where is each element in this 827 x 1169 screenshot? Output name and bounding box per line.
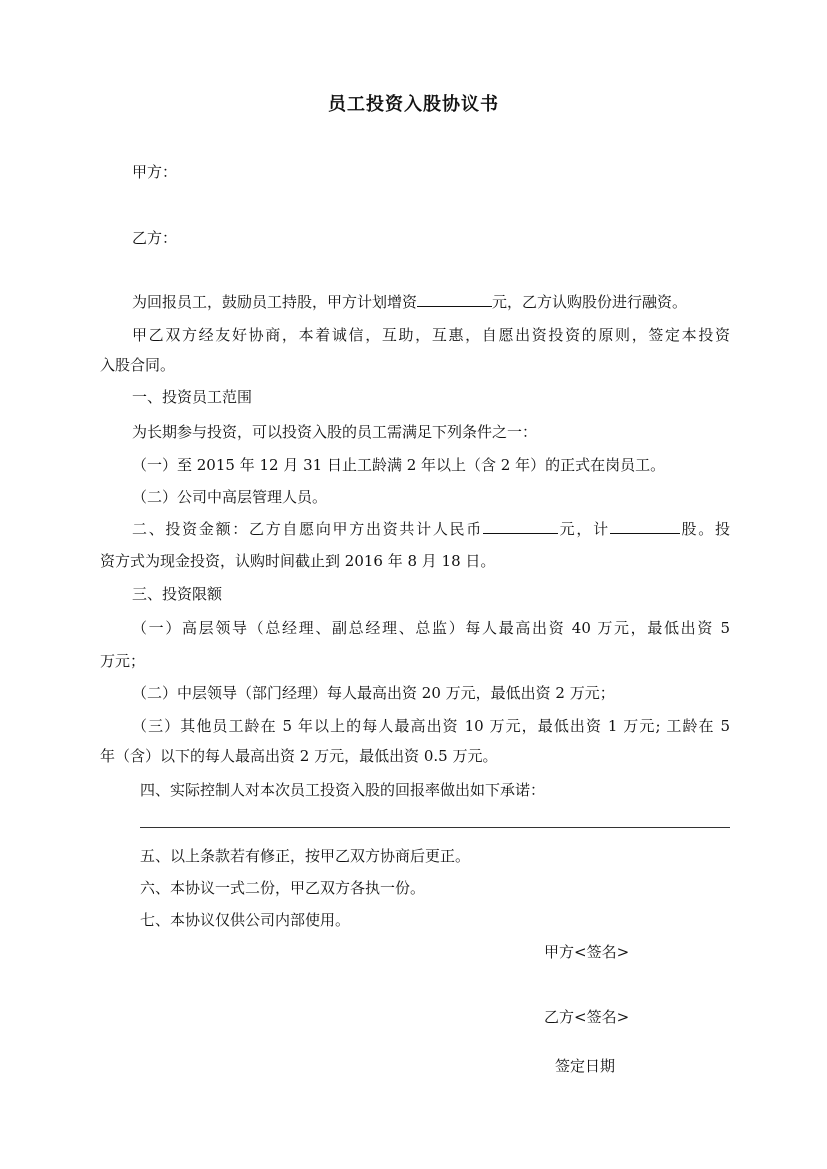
- section-1-heading: 一、投资员工范围: [132, 388, 253, 406]
- section-3-heading: 三、投资限额: [132, 585, 223, 603]
- intro-1-pre: 为回报员工，鼓励员工持股，甲方计划增资: [132, 293, 418, 311]
- signing-date: 签定日期: [555, 1057, 616, 1075]
- section-3-item-1-line-1: （一）高层领导（总经理、副总经理、总监）每人最高出资 40 万元，最低出资 5: [132, 619, 730, 637]
- section-1-item-2: （二）公司中高层管理人员。: [132, 488, 328, 506]
- section-7: 七、本协议仅供公司内部使用。: [140, 911, 351, 929]
- section-1-item-1: （一）至 2015 年 12 月 31 日止工龄满 2 年以上（含 2 年）的正式在岗员工。: [132, 456, 666, 474]
- section-6: 六、本协议一式二份，甲乙双方各执一份。: [140, 879, 426, 897]
- section-4: 四、实际控制人对本次员工投资入股的回报率做出如下承诺：: [140, 781, 546, 799]
- section-2-line-2: 资方式为现金投资，认购时间截止到 2016 年 8 月 18 日。: [100, 552, 496, 570]
- section-2-pre: 二、投资金额：乙方自愿向甲方出资共计人民币: [132, 520, 483, 538]
- section-3-item-1-line-2: 万元；: [100, 652, 146, 670]
- intro-paragraph-1: [132, 291, 730, 313]
- section-3-item-3-line-1: （三）其他员工龄在 5 年以上的每人最高出资 10 万元，最低出资 1 万元; 工龄在 5: [132, 717, 730, 735]
- intro-paragraph-2-line-2: 入股合同。: [100, 356, 176, 374]
- party-b-signature: 乙方<签名>: [544, 1008, 630, 1026]
- investment-amount-blank: [483, 518, 558, 534]
- party-a-label: 甲方：: [132, 163, 178, 181]
- section-3-item-2: （二）中层领导（部门经理）每人最高出资 20 万元，最低出资 2 万元；: [132, 684, 615, 702]
- intro-1-post: 元，乙方认购股份进行融资。: [492, 293, 688, 311]
- share-count-blank: [610, 518, 680, 534]
- section-1-lead: 为长期参与投资，可以投资入股的员工需满足下列条件之一：: [132, 423, 538, 441]
- document-title: 员工投资入股协议书: [328, 94, 499, 115]
- section-3-item-3-line-2: 年（含）以下的每人最高出资 2 万元，最低出资 0.5 万元。: [100, 747, 498, 765]
- commitment-fill-line: [140, 827, 730, 828]
- section-5: 五、以上条款若有修正，按甲乙双方协商后更正。: [140, 847, 471, 865]
- section-2-post: 股。投: [679, 520, 730, 538]
- capital-increase-blank: [417, 291, 492, 307]
- section-2-line-1: [132, 518, 730, 540]
- section-2-mid: 元，计: [557, 520, 610, 538]
- intro-paragraph-2-line-1: 甲乙双方经友好协商，本着诚信，互助，互惠，自愿出资投资的原则，签定本投资: [132, 326, 730, 344]
- party-a-signature: 甲方<签名>: [544, 943, 630, 961]
- party-b-label: 乙方：: [132, 229, 178, 247]
